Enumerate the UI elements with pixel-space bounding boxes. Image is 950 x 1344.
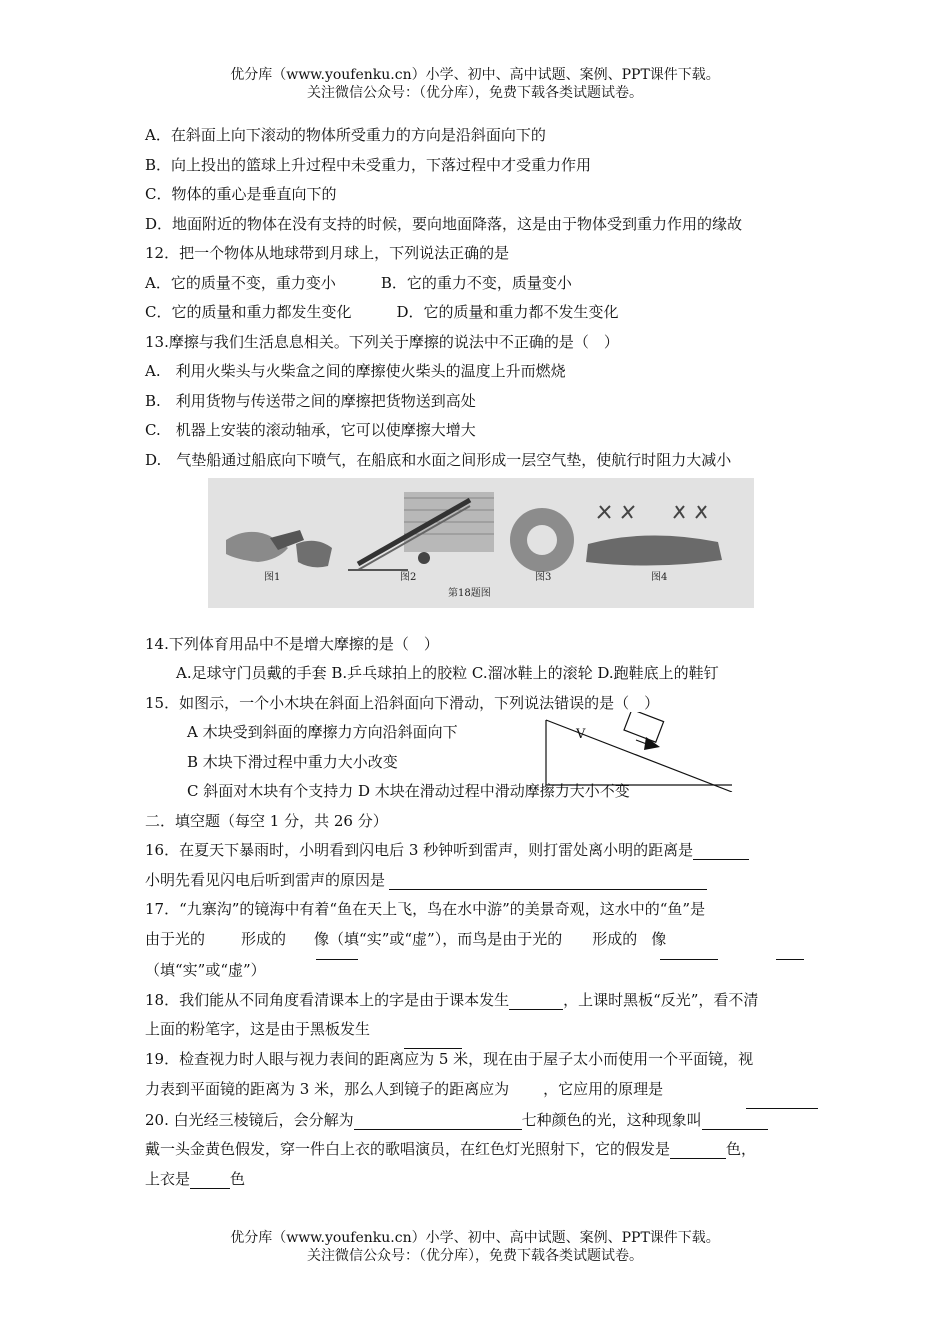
q17-blank2[interactable] <box>660 959 718 960</box>
q13-option-c: C. 机器上安装的滚动轴承，它可以使摩擦大增大 <box>145 421 476 439</box>
q17-text-d: 形成的 <box>592 930 638 948</box>
figure-label-3: 图3 <box>535 572 552 583</box>
q17-blank3[interactable] <box>776 959 804 960</box>
q12-options-cd: C．它的质量和重力都发生变化 D．它的质量和重力都不发生变化 <box>145 303 619 321</box>
q18-text1: 18．我们能从不同角度看清课本上的字是由于课本发生 <box>145 991 510 1009</box>
q19-text1: 力表到平面镜的距离为 3 米，那么人到镜子的距离应为 <box>145 1080 510 1098</box>
q18-line1 <box>145 990 758 1010</box>
q20-blank1[interactable] <box>354 1113 522 1130</box>
q18-blank1[interactable] <box>509 993 563 1010</box>
figure-label-2: 图2 <box>400 572 417 583</box>
q18-line2: 上面的粉笔字，这是由于黑板发生 <box>145 1020 371 1038</box>
q20-text6: 色 <box>230 1170 246 1188</box>
q19-text2: ，它应用的原理是 <box>543 1080 664 1098</box>
friction-figure-drawing <box>208 478 754 608</box>
q20-blank3[interactable] <box>670 1142 726 1159</box>
q19-line2 <box>145 1079 663 1099</box>
q17-line3: （填“实”或“虚”） <box>145 961 266 979</box>
q13-option-b: B. 利用货物与传送带之间的摩擦把货物送到高处 <box>145 392 476 410</box>
q20-line3 <box>145 1169 245 1189</box>
q20-line2 <box>145 1139 756 1159</box>
q13-option-a: A. 利用火柴头与火柴盒之间的摩擦使火柴头的温度上升而燃烧 <box>145 362 566 380</box>
q16-blank1[interactable] <box>693 843 749 860</box>
q16-text2: 小明先看见闪电后听到雷声的原因是 <box>145 871 386 889</box>
q13-stem: 13.摩擦与我们生活息息相关。下列关于摩擦的说法中不正确的是（ ） <box>145 333 619 351</box>
q14-stem: 14.下列体育用品中不是增大摩擦的是（ ） <box>145 635 439 653</box>
page-footer-line1: 优分库（www.youfenku.cn）小学、初中、高中试题、案例、PPT课件下载。 <box>230 1230 720 1246</box>
q12-options-ab: A．它的质量不变，重力变小 B．它的重力不变，质量变小 <box>145 274 572 292</box>
q19-line1: 19．检查视力时人眼与视力表间的距离应为 5 米，现在由于屋子太小而使用一个平面镜，视 <box>145 1050 754 1068</box>
q17-text-a: 由于光的 <box>145 930 206 948</box>
q17-text-b: 形成的 <box>241 930 287 948</box>
q20-text5: 上衣是 <box>145 1170 191 1188</box>
q20-text4: 色， <box>726 1140 757 1158</box>
friction-figure <box>208 478 754 608</box>
q17-text-c: 像（填“实”或“虚”），而鸟是由于光的 <box>314 930 563 948</box>
q20-text3: 戴一头金黄色假发，穿一件白上衣的歌唱演员，在红色灯光照射下，它的假发是 <box>145 1140 671 1158</box>
q17-line2 <box>145 929 666 949</box>
q11-option-d: D．地面附近的物体在没有支持的时候，要向地面降落，这是由于物体受到重力作用的缘故 <box>145 215 743 233</box>
q20-text2: 七种颜色的光，这种现象叫 <box>521 1111 702 1129</box>
figure-label-4: 图4 <box>651 572 668 583</box>
section2-heading: 二．填空题（每空 1 分，共 26 分） <box>145 812 388 830</box>
q17-text-e: 像 <box>651 930 667 948</box>
q11-option-a: A．在斜面上向下滚动的物体所受重力的方向是沿斜面向下的 <box>145 126 546 144</box>
q15-options-cd: C 斜面对木块有个支持力 D 木块在滑动过程中滑动摩擦力大小不变 <box>187 782 630 800</box>
q17-line1: 17．“九寨沟”的镜海中有着“鱼在天上飞，鸟在水中游”的美景奇观，这水中的“鱼”是 <box>145 900 706 918</box>
q15-option-b: B 木块下滑过程中重力大小改变 <box>187 753 398 771</box>
q11-option-b: B．向上投出的篮球上升过程中未受重力，下落过程中才受重力作用 <box>145 156 592 174</box>
q15-stem: 15．如图示，一个小木块在斜面上沿斜面向下滑动，下列说法错误的是（ ） <box>145 694 660 712</box>
q13-option-d: D. 气垫船通过船底向下喷气，在船底和水面之间形成一层空气垫，使航行时阻力大减小 <box>145 451 732 469</box>
q20-text1: 20. 白光经三棱镜后，会分解为 <box>145 1111 354 1129</box>
q16-line1 <box>145 840 749 860</box>
q20-blank4[interactable] <box>190 1172 230 1189</box>
page-header-line2: 关注微信公众号：（优分库），免费下载各类试题试卷。 <box>307 85 643 101</box>
q16-text1: 16．在夏天下暴雨时，小明看到闪电后 3 秒钟听到雷声，则打雷处离小明的距离是 <box>145 841 694 859</box>
q18-text2: ，上课时黑板“反光”，看不清 <box>563 991 759 1009</box>
q16-blank2[interactable] <box>389 873 707 890</box>
q15-option-a: A 木块受到斜面的摩擦力方向沿斜面向下 <box>187 723 458 741</box>
q14-options: A.足球守门员戴的手套 B.乒乓球拍上的胶粒 C.溜冰鞋上的滚轮 D.跑鞋底上的鞋钉 <box>176 664 719 682</box>
figure-label-1: 图1 <box>264 572 281 583</box>
q11-option-c: C．物体的重心是垂直向下的 <box>145 185 337 203</box>
q16-line2 <box>145 870 707 890</box>
page-footer-line2: 关注微信公众号：（优分库），免费下载各类试题试卷。 <box>307 1248 643 1264</box>
q19-blank[interactable] <box>746 1108 818 1109</box>
bearing-icon <box>510 508 574 572</box>
q12-stem: 12．把一个物体从地球带到月球上，下列说法正确的是 <box>145 244 510 262</box>
q20-blank2[interactable] <box>702 1113 768 1130</box>
velocity-label: V <box>576 727 586 742</box>
page-header-line1: 优分库（www.youfenku.cn）小学、初中、高中试题、案例、PPT课件下载。 <box>230 67 720 83</box>
incline-diagram <box>540 712 740 792</box>
q20-line1 <box>145 1110 768 1130</box>
q17-blank1[interactable] <box>316 959 358 960</box>
figure-caption: 第18题图 <box>448 588 491 599</box>
